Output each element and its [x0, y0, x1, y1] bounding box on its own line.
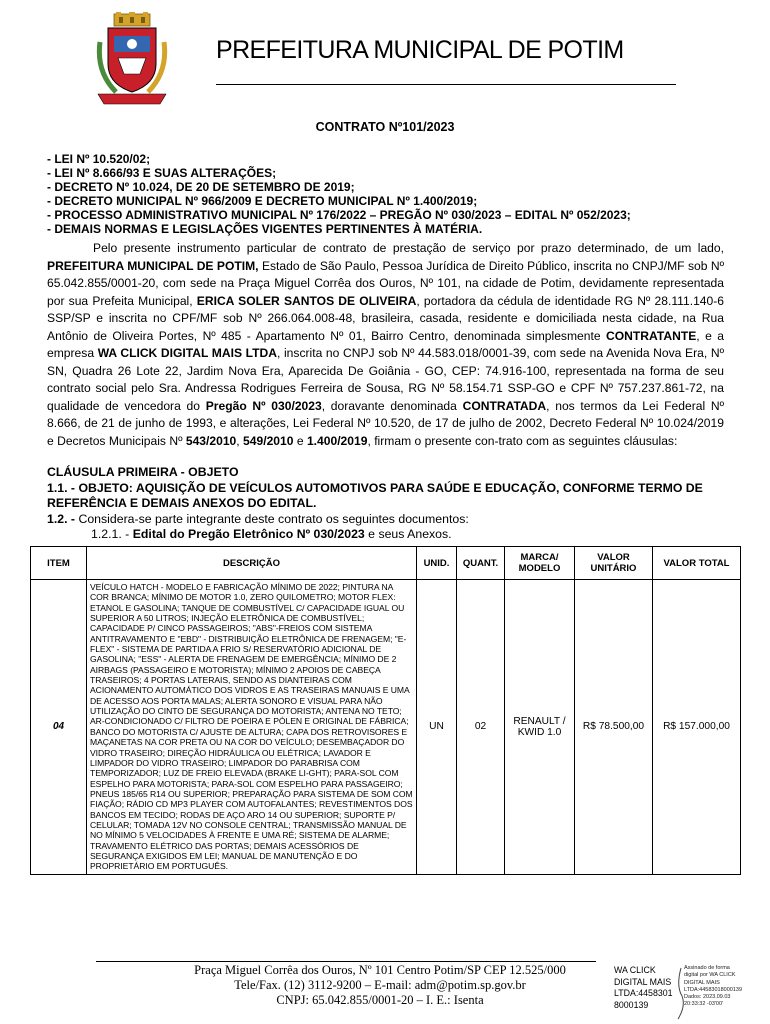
header-brand-model: MARCA/ MODELO	[505, 547, 575, 580]
clause-item-1-2: 1.2. - Considera-se parte integrante deste contrato os seguintes documentos:	[47, 511, 469, 526]
header-quantity: QUANT.	[457, 547, 505, 580]
clause-item-1-2-1: 1.2.1. - Edital do Pregão Eletrônico Nº 030/2023 e seus Anexos.	[91, 527, 452, 541]
intro-paragraph: Pelo presente instrumento particular de contrato de prestação de serviço por prazo determinado, de um lado, PREFEITURA MUNICIPAL DE POTIM, Estado de São Paulo, Pessoa Jurídica de Direito Público, inscrita no CNPJ/MF sob Nº 65.042.855/0001-20, com sede na Praça Miguel Corrêa dos Ouros, Nº 101, na cidade de Potim, devidamente representada por sua Prefeita Municipal, ERICA SOLER SANTOS DE OLIVEIRA, portadora da cédula de identidade RG Nº 28.111.140-6 SSP/SP e inscrita no CPF/MF sob Nº 266.064.008-48, brasileira, casada, residente e domiciliada nesta cidade, na Rua Antônio de Oliveira Portes, Nº 485 - Apartamento Nº 01, Bairro Centro, denominada simplesmente CONTRATANTE, e a empresa WA CLICK DIGITAL MAIS LTDA, inscrita no CNPJ sob Nº 44.583.018/0001-39, com sede na Avenida Nova Era, Nº SN, Quadra 26 Lote 22, Jardim Nova Era, Aparecida De Goiânia - GO, CEP: 74.916-100, representada na forma de seu contrato social pelo Sra. Andressa Rodrigues Ferreira de Sousa, RG Nº 58.154.71 SSP-GO e CPF Nº 757.237.861-72, na qualidade de vencedora do Pregão Nº 030/2023, doravante denominada CONTRATADA, nos termos da Lei Federal Nº 8.666, de 21 de junho de 1993, e alterações, Lei Federal Nº 10.520, de 17 de julho de 2002, Decreto Federal Nº 10.024/2019 e Decretos Municipais Nº 543/2010, 549/2010 e 1.400/2019, firmam o presente con-trato com as seguintes cláusulas:	[47, 241, 724, 448]
legal-basis-item: - DEMAIS NORMAS E LEGISLAÇÕES VIGENTES PERTINENTES À MATÉRIA.	[47, 222, 483, 236]
header-item: ITEM	[31, 547, 87, 580]
clause-object: 1.1. - OBJETO: AQUISIÇÃO DE VEÍCULOS AUTOMOTIVOS PARA SAÚDE E EDUCAÇÃO, CONFORME TERMO DE REFERÊNCIA E DEMAIS ANEXOS DO EDITAL.	[47, 480, 703, 510]
header-description: DESCRIÇÃO	[87, 547, 417, 580]
legal-basis-item: - DECRETO MUNICIPAL Nº 966/2009 E DECRETO MUNICIPAL Nº 1.400/2019;	[47, 194, 478, 208]
cell-brand-model: RENAULT / KWID 1.0	[505, 580, 575, 875]
cell-description: VEÍCULO HATCH - MODELO E FABRICAÇÃO MÍNIMO DE 2022; PINTURA NA COR BRANCA; MÍNIMO DE MOTOR 1.0, ZERO QUILOMETRO; MOTOR FLEX: ETANOL E GASOLINA; TANQUE DE COMBUSTÍVEL C/ CAPACIDADE IGUAL OU SUPERIOR A 50 LITROS; INJEÇÃO ELETRÔNICA DE COMBUSTÍVEL; CAPACIDADE P/ CINCO PASSAGEIROS; "ABS"-FREIOS COM SISTEMA ANTITRAVAMENTO E "EBD" - DISTRIBUIÇÃO ELETRÔNICA DE FRENAGEM; "E-FLEX" - SISTEMA DE PARTIDA A FRIO S/ RESERVATÓRIO ADICIONAL DE GASOLINA; "ESS" - ALERTA DE FRENAGEM DE EMERGÊNCIA; MÍNIMO DE 2 AIRBAGS (PASSAGEIRO E MOTORISTA); MÍNIMO 2 APOIOS DE CABEÇA TRASEIROS; 4 PORTAS LATERAIS, SENDO AS DIANTEIRAS COM ACIONAMENTO AUTOMÁTICO DOS VIDROS E AS TRASEIRAS MANUAIS E UMA DE ACESSO AOS PORTA MALAS; ALERTA SONORO E VISUAL PARA NÃO UTILIZAÇÃO DO CINTO DE SEGURANÇA DO MOTORISTA; ANTENA NO TETO; AR-CONDICIONADO C/ FILTRO DE POEIRA E PÓLEN E ORIGINAL DE FÁBRICA; BANCO DO MOTORISTA C/ AJUSTE DE ALTURA; CAPA DOS RETROVISORES E MAÇANETAS NA COR PRETA OU NA COR DO VEÍCULO; DESEMBAÇADOR DO VIDRO TRASEIRO; DIREÇÃO HIDRÁULICA OU ELÉTRICA; LAVADOR E LIMPADOR DO VIDRO TRASEIRO; LIMPADOR DO PARABRISA COM TEMPORIZADOR; LUZ DE FREIO ELEVADA (BRAKE LI-GHT); PARA-SOL COM ESPELHO PARA MOTORISTA; PARA-SOL COM ESPELHO PARA PASSAGEIRO; PNEUS 185/65 R14 OU SUPERIOR; PREPARAÇÃO PARA SISTEMA DE SOM COM FIAÇÃO; RÁDIO CD MP3 PLAYER COM AUTOFALANTES; REVESTIMENTOS DOS BANCOS EM TECIDO; RODAS DE AÇO ARO 14 OU SUPERIOR; SUPORTE P/ CELULAR; TOMADA 12V NO CONSOLE CENTRAL; TRANSMISSÃO MANUAL DE NO MÍNIMO 5 VELOCIDADES À FRENTE E UMA RÉ; SISTEMA DE ALARME; TRAVAMENTO ELÉTRICO DAS PORTAS; DEMAIS ACESSÓRIOS DE SEGURANÇA EXIGIDOS EM LEI; MANUAL DE MANUTENÇÃO E DO PROPRIETÁRIO EM PORTUGUÊS.	[87, 580, 417, 875]
footer-contact-line: Tele/Fax. (12) 3112-9200 – E-mail: adm@potim.sp.gov.br	[234, 978, 526, 992]
footer-cnpj-line: CNPJ: 65.042.855/0001-20 – I. E.: Isenta	[276, 993, 484, 1007]
cell-quantity: 02	[457, 580, 505, 875]
footer-address-line: Praça Miguel Corrêa dos Ouros, Nº 101 Centro Potim/SP CEP 12.525/000	[194, 963, 566, 977]
footer-address	[130, 963, 630, 1008]
cell-total-value: R$ 157.000,00	[653, 580, 741, 875]
cell-unit-value: R$ 78.500,00	[575, 580, 653, 875]
clause-first	[47, 465, 737, 543]
digital-signature-name: WA CLICK DIGITAL MAIS LTDA:4458301 8000139	[614, 965, 673, 1010]
legal-basis-item: - DECRETO Nº 10.024, DE 20 DE SETEMBRO DE 2019;	[47, 180, 355, 194]
cell-unit: UN	[417, 580, 457, 875]
footer-divider	[96, 961, 596, 962]
legal-basis-item: - PROCESSO ADMINISTRATIVO MUNICIPAL Nº 176/2022 – PREGÃO Nº 030/2023 – EDITAL Nº 052/2023;	[47, 208, 631, 222]
header-unit: UNID.	[417, 547, 457, 580]
legal-basis-item: - LEI Nº 10.520/02;	[47, 152, 151, 166]
legal-basis-item: - LEI Nº 8.666/93 E SUAS ALTERAÇÕES;	[47, 166, 277, 180]
header-total-value: VALOR TOTAL	[653, 547, 741, 580]
coat-of-arms-logo	[94, 12, 170, 106]
header-unit-value: VALOR UNITÁRIO	[575, 547, 653, 580]
cell-item: 04	[31, 580, 87, 875]
digital-signature-details: Assinado de forma digital por WA CLICK DIGITAL MAIS LTDA:44583018000139 Dados: 2023.09.03 20:33:32 -03'00'	[684, 965, 743, 1008]
clause-title: CLÁUSULA PRIMEIRA - OBJETO	[47, 465, 239, 479]
legal-basis-list	[47, 152, 737, 236]
table-row	[31, 580, 741, 875]
header-divider	[216, 84, 676, 85]
header-title: PREFEITURA MUNICIPAL DE POTIM	[216, 36, 624, 64]
contract-title: CONTRATO Nº101/2023	[315, 120, 455, 134]
table-header-row	[31, 547, 741, 580]
items-table	[30, 546, 741, 875]
